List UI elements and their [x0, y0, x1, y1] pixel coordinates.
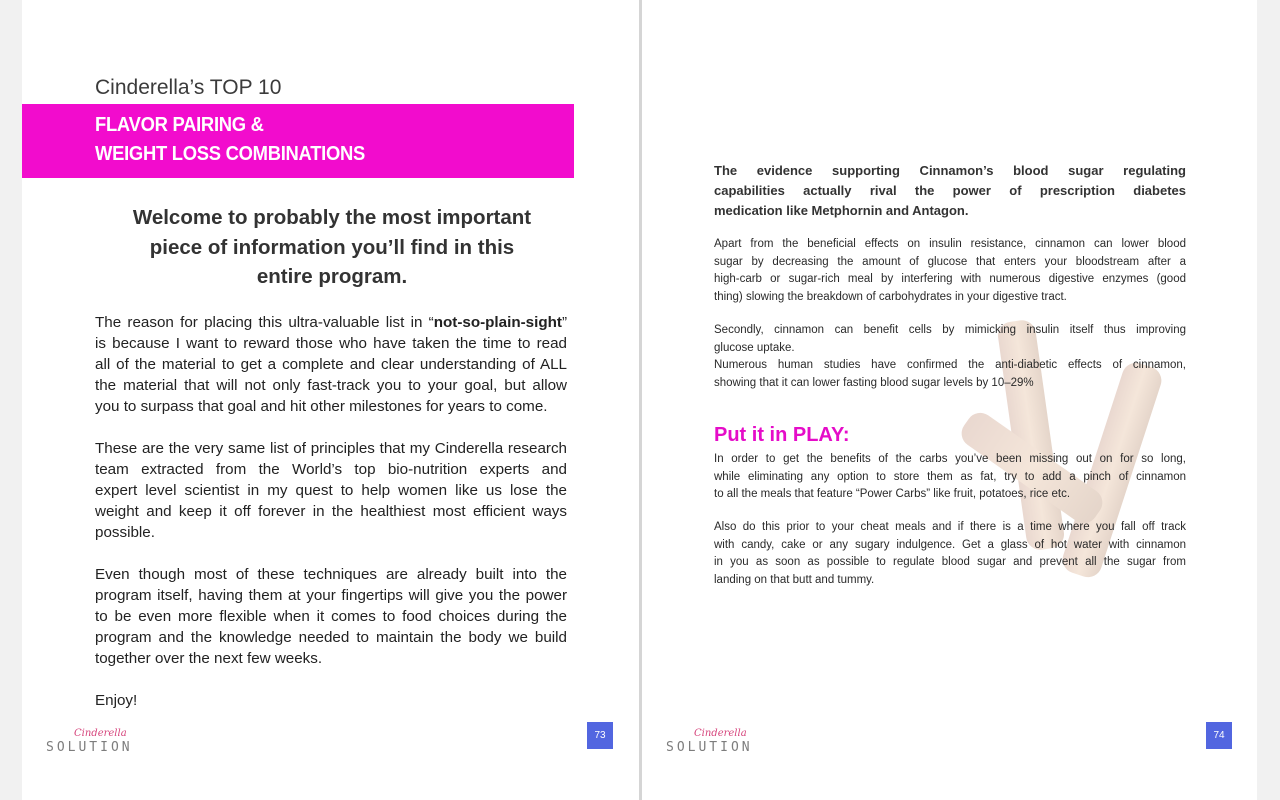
paragraph-line: weight and keep it off forever in the healthiest most efficient ways [95, 503, 567, 520]
paragraph-line: while eliminating any option to store them as fat, try to add a pinch of cinnamon [714, 470, 1186, 483]
carbs-paragraph [714, 451, 1186, 504]
paragraph-line: showing that it can lower fasting blood sugar levels by 10–29% [714, 376, 1034, 389]
techniques-paragraph [95, 564, 567, 669]
banner-title-line-1: FLAVOR PAIRING & [95, 114, 264, 136]
paragraph-line: glucose uptake. [714, 341, 795, 354]
logo-word-text: SOLUTION [666, 740, 753, 755]
logo-script-text: Cinderella [694, 728, 747, 739]
paragraph-line: all of the material to get a complete and clear understanding of ALL [95, 356, 567, 373]
insulin-paragraph [714, 236, 1186, 306]
paragraph-line: Secondly, cinnamon can benefit cells by mimicking insulin itself thus improving [714, 324, 1186, 336]
emphasis-text: not-so-plain-sight [433, 314, 562, 331]
headline-line: piece of information you’ll find in this [149, 235, 515, 259]
paragraph-line: medication like Metphornin and Antagon. [714, 203, 969, 218]
logo-word-text: SOLUTION [46, 740, 133, 755]
paragraph-line: program itself, having them at your fingertips will give you the power [95, 587, 567, 604]
page-eyebrow: Cinderella’s TOP 10 [95, 76, 282, 99]
paragraph-line: in you as soon as possible to regulate blood sugar and prevent all the sugar from [714, 556, 1186, 568]
right-page [642, 0, 1257, 800]
page-number-badge: 73 [587, 722, 613, 749]
paragraph-line: the material that will not only fast-track you to your goal, but allow [95, 377, 567, 394]
paragraph-line: thing) slowing the breakdown of carbohydrates in your digestive tract. [714, 290, 1067, 303]
headline [72, 203, 592, 292]
paragraph-line: Apart from the beneficial effects on insulin resistance, cinnamon can lower blood [714, 238, 1186, 250]
mimicking-insulin-paragraph [714, 322, 1186, 392]
cinderella-solution-logo [46, 728, 136, 758]
paragraph-line: Numerous human studies have confirmed the anti-diabetic effects of cinnamon, [714, 359, 1186, 371]
paragraph-line: program and the knowledge needed to maintain the body we build [95, 629, 567, 646]
paragraph-line: The evidence supporting Cinnamon’s blood sugar regulating [714, 163, 1186, 178]
paragraph-line: you to surpass that goal and hit other milestones for years to come. [95, 398, 548, 415]
headline-line: Welcome to probably the most important [132, 206, 532, 229]
closing-text: Enjoy! [95, 692, 138, 709]
paragraph-line: high-carb or sugar-rich meal by interfering with numerous digestive enzymes (good [714, 273, 1186, 285]
put-it-in-play-heading: Put it in PLAY: [714, 424, 850, 446]
left-page [22, 0, 639, 800]
paragraph-line: The reason for placing this ultra-valuable list in “not-so-plain-sight” [95, 314, 567, 331]
paragraph-line: Even though most of these techniques are already built into the [95, 566, 567, 583]
paragraph-line: with candy, cake or any sugary indulgence. Get a glass of hot water with cinnamon [714, 538, 1186, 551]
paragraph-line: In order to get the benefits of the carbs you’ve been missing out on for so long, [714, 453, 1186, 465]
paragraph-line: team extracted from the World’s top bio-nutrition experts and [95, 461, 567, 478]
paragraph-line: expert level scientist in my quest to help women like us lose the [95, 482, 567, 499]
paragraph-line: possible. [95, 524, 155, 541]
paragraph-line: These are the very same list of principles that my Cinderella research [95, 440, 567, 457]
logo-script-text: Cinderella [74, 728, 127, 739]
cinderella-solution-logo [666, 728, 756, 758]
paragraph-line: together over the next few weeks. [95, 650, 323, 667]
paragraph-line: to be even more flexible when it comes to food choices during the [95, 608, 567, 625]
paragraph-line: sugar by decreasing the amount of glucose that enters your bloodstream after a [714, 255, 1186, 268]
intro-paragraph [95, 312, 567, 417]
banner-title-line-2: WEIGHT LOSS COMBINATIONS [95, 143, 366, 165]
evidence-lead-paragraph [714, 161, 1186, 221]
paragraph-line: landing on that butt and tummy. [714, 573, 875, 586]
cheat-meals-paragraph [714, 519, 1186, 589]
paragraph-line: is because I want to reward those who have taken the time to read [95, 335, 567, 352]
principles-paragraph [95, 438, 567, 543]
page-number-badge: 74 [1206, 722, 1232, 749]
paragraph-line: Also do this prior to your cheat meals and if there is a time where you fall off track [714, 521, 1186, 533]
headline-line: entire program. [256, 265, 408, 288]
paragraph-line: to all the meals that feature “Power Carbs” like fruit, potatoes, rice etc. [714, 488, 1071, 500]
paragraph-line: capabilities actually rival the power of prescription diabetes [714, 183, 1186, 198]
